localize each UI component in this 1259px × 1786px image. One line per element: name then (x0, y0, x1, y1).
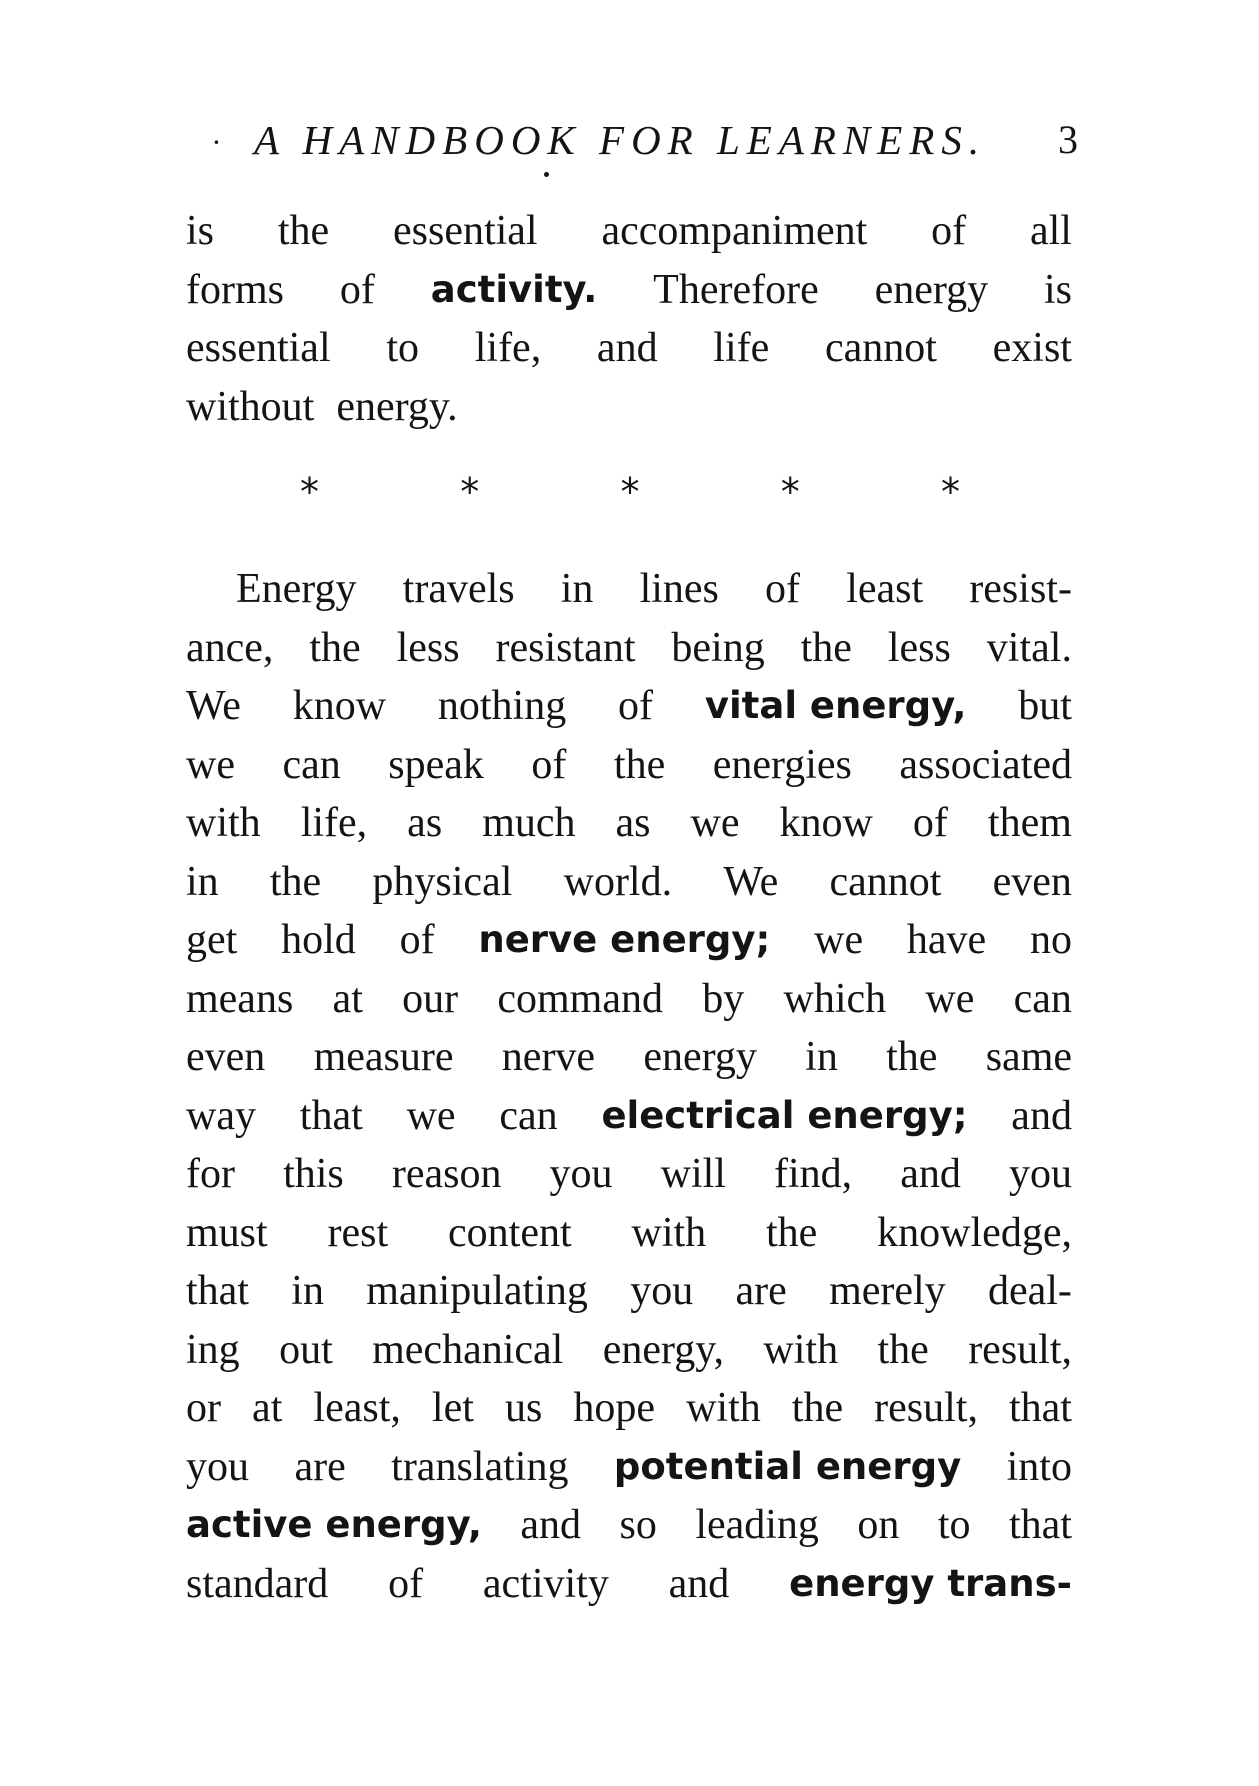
word: mechanical (372, 1326, 564, 1373)
emphasis-term: nerve energy; (478, 918, 771, 961)
word: energy (874, 266, 989, 313)
paragraph-1 (186, 202, 1072, 436)
word: must (186, 1209, 268, 1256)
word: at (252, 1385, 283, 1431)
word: least, (313, 1385, 401, 1431)
word: but (1018, 683, 1072, 729)
word: nerve (501, 1034, 596, 1080)
word: means (186, 975, 294, 1022)
word: forms (186, 266, 284, 313)
word: and (1011, 1092, 1072, 1139)
word: less (396, 624, 460, 671)
word: merely (829, 1268, 946, 1314)
word: associated (899, 741, 1072, 788)
word: life, (300, 800, 368, 846)
text-line (186, 1496, 1072, 1555)
word: are (735, 1268, 787, 1314)
word: same (985, 1034, 1072, 1080)
text-line (186, 1321, 1072, 1380)
word: speak (388, 741, 484, 788)
word: ing (186, 1326, 240, 1373)
text-line (186, 970, 1072, 1029)
word: of (531, 741, 567, 788)
word: we (814, 917, 864, 963)
paragraph-2 (186, 560, 1072, 1613)
word: resist- (969, 566, 1072, 612)
word: or (186, 1385, 221, 1431)
word: us (504, 1385, 543, 1431)
word: that (186, 1268, 249, 1314)
word: by (702, 975, 745, 1022)
word: activity (482, 1560, 609, 1607)
text-line (186, 1087, 1072, 1146)
word: accompaniment (601, 208, 868, 254)
text-line (186, 202, 1072, 261)
word: of (388, 1560, 424, 1607)
word: We (723, 858, 779, 905)
text-line (186, 1438, 1072, 1497)
word: will (660, 1151, 726, 1197)
word: no (1030, 917, 1072, 963)
word: Therefore (653, 266, 819, 313)
text-line (186, 319, 1072, 378)
word: the (613, 741, 666, 788)
word: energy. (336, 383, 458, 430)
word: even (992, 858, 1072, 905)
word: standard (186, 1560, 329, 1607)
word: have (906, 917, 987, 963)
word: the (877, 1326, 929, 1373)
word: with (763, 1326, 839, 1373)
word: all (1029, 208, 1072, 254)
word: is (1043, 266, 1072, 313)
word: let (431, 1385, 474, 1431)
text-line (186, 1555, 1072, 1614)
word: result, (874, 1385, 978, 1431)
word: even (186, 1034, 266, 1080)
word: reason (391, 1151, 502, 1197)
word: of (339, 266, 375, 313)
word: in (560, 566, 594, 612)
emphasis-term: energy trans- (789, 1561, 1072, 1605)
emphasis-term: active energy, (186, 1503, 482, 1546)
text-line (186, 261, 1072, 320)
word: that (299, 1092, 363, 1139)
word: the (269, 858, 322, 905)
word: to (386, 325, 420, 371)
word: rest (327, 1209, 389, 1256)
text-line (186, 911, 1072, 970)
section-break-asterisks (300, 470, 960, 514)
word: get (186, 917, 238, 963)
word: energy (643, 1034, 757, 1080)
word: this (283, 1151, 344, 1197)
emphasis-term: potential energy (613, 1444, 962, 1488)
word: of (399, 917, 435, 963)
running-title: A HANDBOOK FOR LEARNERS. (254, 117, 987, 163)
word: the (791, 1385, 844, 1431)
word: and (596, 325, 658, 371)
header-ornament-dot (544, 172, 549, 177)
text-line (186, 794, 1072, 853)
word: at (332, 975, 363, 1022)
emphasis-word: activity. (430, 267, 598, 311)
word: you (186, 1443, 249, 1490)
word: way (186, 1092, 256, 1139)
word: being (671, 624, 765, 671)
word: the (800, 624, 852, 671)
word: out (279, 1326, 333, 1373)
asterisk-glyph: * (300, 470, 319, 514)
word: as (615, 800, 651, 846)
word: of (912, 800, 948, 846)
word: lines (639, 566, 719, 612)
word: can (282, 741, 341, 788)
word: least (846, 566, 924, 612)
word: know (292, 683, 387, 729)
word: we (186, 741, 235, 788)
word: we (406, 1092, 456, 1139)
text-line (186, 1145, 1072, 1204)
word: with (631, 1209, 707, 1256)
word: knowledge, (877, 1209, 1072, 1256)
word: the (277, 208, 330, 254)
word: are (294, 1443, 346, 1490)
text-line (186, 1204, 1072, 1263)
text-line (186, 677, 1072, 736)
asterisk-glyph: * (941, 470, 960, 514)
word: we (925, 975, 975, 1022)
word: you (549, 1151, 613, 1197)
word: is (186, 208, 215, 254)
word: we (690, 800, 740, 846)
word: world. (563, 858, 673, 905)
word: of (931, 208, 967, 254)
text-line (186, 378, 1072, 437)
word: cannot (829, 858, 942, 905)
word: and (520, 1502, 582, 1548)
word: essential (392, 208, 538, 254)
word: into (1006, 1443, 1072, 1490)
word: that (1008, 1502, 1072, 1548)
word: life (713, 325, 770, 371)
word: which (783, 975, 887, 1022)
word: deal- (987, 1268, 1072, 1314)
word: translating (391, 1443, 569, 1490)
word: that (1009, 1385, 1072, 1431)
asterisk-glyph: * (620, 470, 640, 514)
word: of (618, 683, 654, 729)
text-line (186, 853, 1072, 912)
word: much (482, 800, 576, 846)
emphasis-term: electrical energy; (601, 1093, 968, 1137)
word: energy, (602, 1326, 725, 1373)
word: manipulating (366, 1268, 588, 1314)
word: can (499, 1092, 558, 1139)
word: life, (474, 325, 542, 371)
word: the (886, 1034, 938, 1080)
word: as (407, 800, 443, 846)
word: Energy (236, 566, 357, 612)
word: on (857, 1502, 900, 1548)
text-line (186, 1028, 1072, 1087)
word: our (402, 975, 459, 1022)
word: in (291, 1268, 324, 1314)
word: leading (695, 1502, 819, 1548)
word: travels (402, 566, 515, 612)
word: the (766, 1209, 818, 1256)
word: with (186, 800, 261, 846)
text-line (186, 619, 1072, 678)
word: less (887, 624, 951, 671)
word: ance, (186, 624, 274, 671)
word: to (937, 1502, 971, 1548)
word: measure (313, 1034, 454, 1080)
word: you (630, 1268, 694, 1314)
word: can (1013, 975, 1072, 1022)
word: the (309, 624, 361, 671)
word: hold (281, 917, 356, 963)
word: content (448, 1209, 572, 1256)
word: without (186, 383, 315, 430)
word: in (805, 1034, 838, 1080)
page-number: 3 (1058, 117, 1078, 162)
word: know (779, 800, 873, 846)
asterisk-glyph: * (780, 470, 800, 514)
word: resistant (495, 624, 636, 671)
word: command (497, 975, 663, 1022)
word: you (1009, 1151, 1072, 1197)
word: vital. (986, 624, 1072, 671)
word: cannot (824, 325, 937, 371)
word: for (186, 1151, 235, 1197)
text-line (186, 1379, 1072, 1438)
emphasis-term: vital energy, (704, 684, 967, 727)
word: and (668, 1560, 730, 1607)
word: and (900, 1151, 961, 1197)
word: energies (712, 741, 852, 788)
word: essential (186, 325, 331, 371)
header-bullet: · (212, 126, 221, 159)
text-line (186, 736, 1072, 795)
word: them (987, 800, 1072, 846)
word: hope (573, 1385, 656, 1431)
word: of (765, 566, 801, 612)
word: in (186, 858, 219, 905)
text-line (186, 1262, 1072, 1321)
text-line (186, 560, 1072, 619)
word: nothing (437, 683, 567, 729)
word: physical (372, 858, 513, 905)
word: with (686, 1385, 761, 1431)
word: so (619, 1502, 657, 1548)
running-head (188, 108, 1078, 168)
asterisk-glyph: * (460, 470, 480, 514)
word: result, (968, 1326, 1072, 1373)
word: We (186, 683, 241, 729)
word: exist (992, 325, 1072, 371)
word: find, (774, 1151, 853, 1197)
